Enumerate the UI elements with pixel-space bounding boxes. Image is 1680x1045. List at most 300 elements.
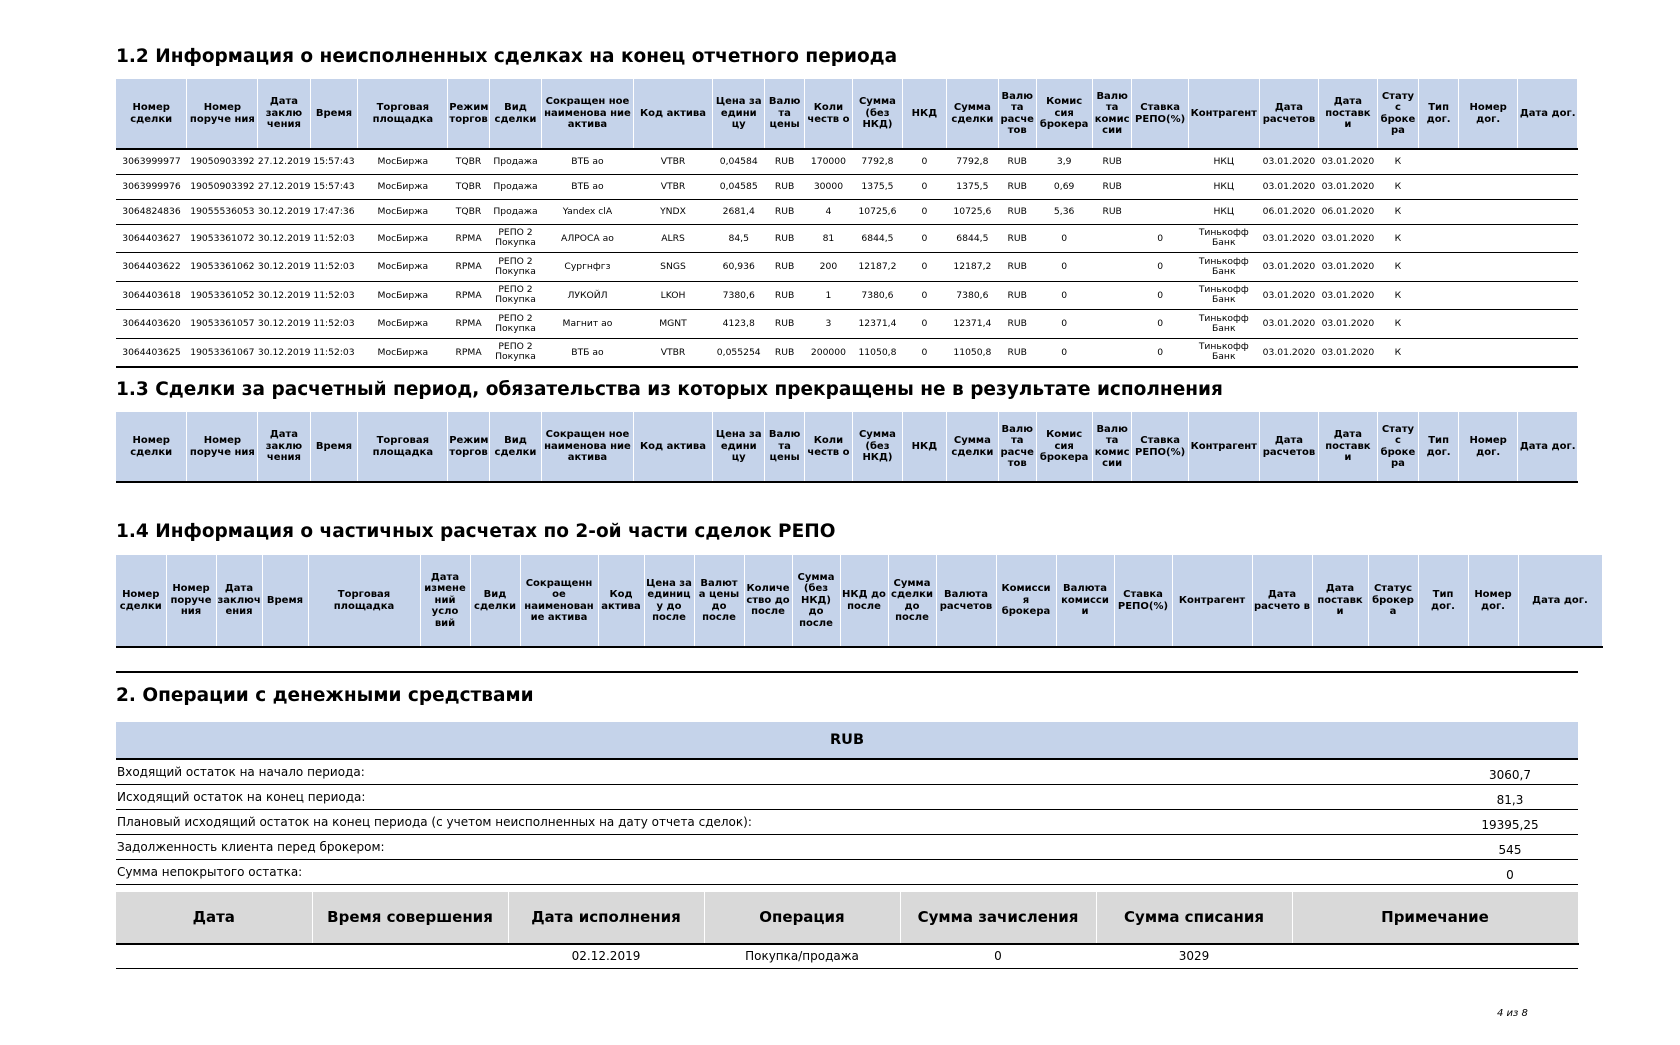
table-cell: 12371,4 bbox=[852, 310, 902, 339]
table-cell: 30.12.2019 bbox=[258, 199, 310, 224]
table-cell: RUB bbox=[998, 253, 1036, 282]
table-cell bbox=[1419, 310, 1459, 339]
table-cell: РЕПО 2 Покупка bbox=[489, 338, 541, 367]
table-cell: RUB bbox=[998, 224, 1036, 253]
table-cell: МосБиржа bbox=[358, 281, 448, 310]
table-cell bbox=[1518, 310, 1578, 339]
table-cell: МосБиржа bbox=[358, 338, 448, 367]
table-cell: 11:52:03 bbox=[310, 253, 358, 282]
table-cell: 12371,4 bbox=[946, 310, 998, 339]
table-cell: НКЦ bbox=[1188, 174, 1259, 199]
col-header: Ставка РЕПО(%) bbox=[1132, 79, 1188, 149]
col-header: Валю та комис сии bbox=[1092, 79, 1132, 149]
table-cell: RPMA bbox=[448, 338, 490, 367]
table-cell: VTBR bbox=[633, 149, 712, 174]
col-header: Сумма (без НКД) bbox=[852, 79, 902, 149]
table-cell: 06.01.2020 bbox=[1319, 199, 1377, 224]
table-cell: ВТБ ао bbox=[542, 338, 634, 367]
table-cell: 19050903392 bbox=[187, 174, 258, 199]
col-header: Дата расчетов bbox=[1259, 79, 1318, 149]
table-cell: RUB bbox=[765, 224, 805, 253]
table-cell: 0 bbox=[1036, 338, 1092, 367]
col-header: Статус брокер а bbox=[1368, 555, 1418, 647]
table-cell bbox=[1132, 199, 1188, 224]
table-row bbox=[116, 253, 1578, 282]
table-cell: Yandex clA bbox=[542, 199, 634, 224]
table-cell: 0 bbox=[902, 310, 946, 339]
col-header: Стату с броке ра bbox=[1377, 412, 1419, 482]
table-cell: ЛУКОЙЛ bbox=[542, 281, 634, 310]
table-cell: 15:57:43 bbox=[310, 174, 358, 199]
ops-header: Примечание bbox=[1292, 892, 1578, 944]
table-cell: 03.01.2020 bbox=[1319, 174, 1377, 199]
table-row bbox=[116, 281, 1578, 310]
col-header: Количе ство до после bbox=[744, 555, 792, 647]
ops-header: Дата bbox=[116, 892, 312, 944]
table-cell: 19053361067 bbox=[187, 338, 258, 367]
table-cell: 170000 bbox=[804, 149, 852, 174]
table-cell: 19053361057 bbox=[187, 310, 258, 339]
col-header: Дата поставк и bbox=[1312, 555, 1368, 647]
table-cell: 84,5 bbox=[713, 224, 765, 253]
col-header: Номер поруче ния bbox=[166, 555, 216, 647]
table-cell: НКЦ bbox=[1188, 149, 1259, 174]
table-cell: 3063999977 bbox=[116, 149, 187, 174]
table-cell: 03.01.2020 bbox=[1259, 281, 1318, 310]
balance-row bbox=[116, 835, 1578, 860]
repo-partial-settlements-table bbox=[116, 555, 1603, 648]
table-cell: RUB bbox=[998, 149, 1036, 174]
table-cell: RUB bbox=[765, 338, 805, 367]
col-header: Комис сия брокера bbox=[1036, 79, 1092, 149]
table-cell: 0,055254 bbox=[713, 338, 765, 367]
ops-header: Операция bbox=[704, 892, 900, 944]
table-cell bbox=[1458, 199, 1517, 224]
table-cell: 03.01.2020 bbox=[1259, 253, 1318, 282]
col-header: Валю та комис сии bbox=[1092, 412, 1132, 482]
table-cell bbox=[1518, 224, 1578, 253]
table-cell bbox=[1458, 281, 1517, 310]
col-header: Дата расчето в bbox=[1252, 555, 1312, 647]
col-header: НКД bbox=[902, 79, 946, 149]
table-cell: АЛРОСА ао bbox=[542, 224, 634, 253]
table-cell: 0 bbox=[902, 281, 946, 310]
table-cell: 0 bbox=[1036, 224, 1092, 253]
table-cell bbox=[1518, 253, 1578, 282]
table-cell: RUB bbox=[998, 199, 1036, 224]
col-header: Дата заключ ения bbox=[216, 555, 262, 647]
col-header: Дата заклю чения bbox=[258, 79, 310, 149]
table-cell: Тинькофф Банк bbox=[1188, 253, 1259, 282]
balance-label: Входящий остаток на начало периода: bbox=[117, 765, 365, 779]
ops-header: Дата исполнения bbox=[508, 892, 704, 944]
table-cell: RPMA bbox=[448, 281, 490, 310]
table-cell: ВТБ ао bbox=[542, 149, 634, 174]
table-cell: SNGS bbox=[633, 253, 712, 282]
table-cell bbox=[1092, 310, 1132, 339]
table-cell: TQBR bbox=[448, 174, 490, 199]
col-header: Цена за единиц у до после bbox=[644, 555, 694, 647]
table-cell bbox=[1092, 281, 1132, 310]
col-header: Дата дог. bbox=[1518, 555, 1602, 647]
section-1-2-title: 1.2 Информация о неисполненных сделках на конец отчетного периода bbox=[116, 46, 898, 67]
table-row bbox=[116, 310, 1578, 339]
cash-operations-table bbox=[116, 892, 1579, 969]
col-header: Дата поставк и bbox=[1319, 412, 1377, 482]
table-cell: 0 bbox=[1036, 310, 1092, 339]
col-header: Валю та цены bbox=[765, 412, 805, 482]
table-cell: 0 bbox=[902, 224, 946, 253]
table-row bbox=[116, 944, 1578, 968]
table-cell bbox=[1458, 338, 1517, 367]
col-header: Режим торгов bbox=[448, 79, 490, 149]
table-cell: 81 bbox=[804, 224, 852, 253]
table-cell: 03.01.2020 bbox=[1259, 224, 1318, 253]
balance-value: 3060,7 bbox=[1489, 768, 1531, 782]
table-cell: 30.12.2019 bbox=[258, 338, 310, 367]
table-cell: К bbox=[1377, 224, 1419, 253]
table-cell: Тинькофф Банк bbox=[1188, 224, 1259, 253]
table-cell: YNDX bbox=[633, 199, 712, 224]
col-header: Торговая площадка bbox=[308, 555, 420, 647]
col-header: Сокращен ное наименова ние актива bbox=[542, 412, 634, 482]
col-header: Стату с броке ра bbox=[1377, 79, 1419, 149]
balance-value: 19395,25 bbox=[1481, 818, 1539, 832]
table-cell: LKOH bbox=[633, 281, 712, 310]
table-cell: 0 bbox=[1132, 338, 1188, 367]
table-row bbox=[116, 174, 1578, 199]
page-number: 4 из 8 bbox=[1497, 1008, 1528, 1019]
table-cell: 30000 bbox=[804, 174, 852, 199]
table-cell: 3064403618 bbox=[116, 281, 187, 310]
table-cell bbox=[1132, 174, 1188, 199]
table-cell: 0,04585 bbox=[713, 174, 765, 199]
section-1-4-title: 1.4 Информация о частичных расчетах по 2-ой части сделок РЕПО bbox=[116, 521, 836, 542]
ops-header: Время совершения bbox=[312, 892, 508, 944]
unexecuted-deals-table bbox=[116, 79, 1578, 368]
table-cell bbox=[1092, 338, 1132, 367]
col-header: Номер сделки bbox=[116, 412, 187, 482]
col-header: Тип дог. bbox=[1418, 555, 1468, 647]
table-cell: Продажа bbox=[489, 149, 541, 174]
table-cell: 1375,5 bbox=[946, 174, 998, 199]
balance-row bbox=[116, 760, 1578, 785]
table-cell: 03.01.2020 bbox=[1319, 149, 1377, 174]
col-header: Контрагент bbox=[1172, 555, 1252, 647]
table-cell: 12187,2 bbox=[946, 253, 998, 282]
table-cell: К bbox=[1377, 310, 1419, 339]
col-header: Вид сделки bbox=[489, 79, 541, 149]
col-header: Дата дог. bbox=[1518, 412, 1578, 482]
table-cell: RUB bbox=[765, 253, 805, 282]
table-cell: 7792,8 bbox=[946, 149, 998, 174]
table-cell: НКЦ bbox=[1188, 199, 1259, 224]
table-cell: 15:57:43 bbox=[310, 149, 358, 174]
table-cell bbox=[1458, 174, 1517, 199]
table-cell: ВТБ ао bbox=[542, 174, 634, 199]
table-cell: RUB bbox=[998, 338, 1036, 367]
table-cell: 11050,8 bbox=[946, 338, 998, 367]
table-cell: 19055536053 bbox=[187, 199, 258, 224]
table-cell: 3064824836 bbox=[116, 199, 187, 224]
table-cell: 02.12.2019 bbox=[508, 944, 704, 968]
table-cell: 0 bbox=[1132, 253, 1188, 282]
table-cell: МосБиржа bbox=[358, 224, 448, 253]
table-cell: 03.01.2020 bbox=[1259, 310, 1318, 339]
table-cell bbox=[312, 944, 508, 968]
table-cell: 03.01.2020 bbox=[1259, 149, 1318, 174]
table-cell bbox=[1518, 199, 1578, 224]
table-cell: 1 bbox=[804, 281, 852, 310]
table-cell: RPMA bbox=[448, 224, 490, 253]
table-cell: 0,04584 bbox=[713, 149, 765, 174]
table-cell bbox=[1092, 253, 1132, 282]
table-cell: 5,36 bbox=[1036, 199, 1092, 224]
col-header: Тип дог. bbox=[1419, 412, 1459, 482]
table-cell: 0 bbox=[902, 253, 946, 282]
table-cell: 0,69 bbox=[1036, 174, 1092, 199]
col-header: Торговая площадка bbox=[358, 79, 448, 149]
table-cell: 06.01.2020 bbox=[1259, 199, 1318, 224]
table-cell: 30.12.2019 bbox=[258, 253, 310, 282]
table-cell: 2681,4 bbox=[713, 199, 765, 224]
table-cell: 12187,2 bbox=[852, 253, 902, 282]
table-cell: 200000 bbox=[804, 338, 852, 367]
table-cell: 30.12.2019 bbox=[258, 310, 310, 339]
ops-header: Сумма списания bbox=[1096, 892, 1292, 944]
col-header: Дата заклю чения bbox=[258, 412, 310, 482]
table-cell: RUB bbox=[765, 149, 805, 174]
col-header: Контрагент bbox=[1188, 412, 1259, 482]
col-header: Сумма сделки до после bbox=[888, 555, 936, 647]
table-cell: РЕПО 2 Покупка bbox=[489, 281, 541, 310]
balance-label: Сумма непокрытого остатка: bbox=[117, 865, 303, 879]
col-header: Время bbox=[310, 79, 358, 149]
table-cell: RUB bbox=[998, 281, 1036, 310]
table-cell: 11:52:03 bbox=[310, 310, 358, 339]
table-cell bbox=[1292, 944, 1578, 968]
table-row bbox=[116, 224, 1578, 253]
table-cell bbox=[1518, 338, 1578, 367]
table-cell: МосБиржа bbox=[358, 199, 448, 224]
balance-label: Плановый исходящий остаток на конец периода (с учетом неисполненных на дату отчета сделок): bbox=[117, 815, 752, 829]
table-cell: 200 bbox=[804, 253, 852, 282]
table-cell: 10725,6 bbox=[946, 199, 998, 224]
col-header: Дата дог. bbox=[1518, 79, 1578, 149]
col-header: Валю та расче тов bbox=[998, 412, 1036, 482]
table-cell: Покупка/продажа bbox=[704, 944, 900, 968]
table-cell: 11050,8 bbox=[852, 338, 902, 367]
section-2-title: 2. Операции с денежными средствами bbox=[116, 685, 534, 706]
col-header: Валюта расчетов bbox=[936, 555, 996, 647]
table-cell bbox=[1132, 149, 1188, 174]
col-header: Контрагент bbox=[1188, 79, 1259, 149]
terminated-deals-table bbox=[116, 412, 1578, 483]
col-header: Комис сия брокера bbox=[1036, 412, 1092, 482]
table-cell bbox=[1458, 149, 1517, 174]
table-cell: RPMA bbox=[448, 310, 490, 339]
table-cell: 0 bbox=[902, 338, 946, 367]
table-cell: VTBR bbox=[633, 174, 712, 199]
table-cell: RUB bbox=[765, 310, 805, 339]
table-cell bbox=[1458, 310, 1517, 339]
table-cell: 03.01.2020 bbox=[1319, 281, 1377, 310]
table-cell: RUB bbox=[998, 174, 1036, 199]
table-cell: 4 bbox=[804, 199, 852, 224]
table-cell bbox=[1518, 174, 1578, 199]
col-header: Валю та цены bbox=[765, 79, 805, 149]
table-row bbox=[116, 338, 1578, 367]
table-cell: 10725,6 bbox=[852, 199, 902, 224]
table-cell: К bbox=[1377, 281, 1419, 310]
table-cell: 19053361062 bbox=[187, 253, 258, 282]
table-cell bbox=[1419, 174, 1459, 199]
col-header: Вид сделки bbox=[489, 412, 541, 482]
col-header: Режим торгов bbox=[448, 412, 490, 482]
table-cell bbox=[1419, 281, 1459, 310]
col-header: НКД до после bbox=[840, 555, 888, 647]
table-cell: МосБиржа bbox=[358, 310, 448, 339]
col-header: Сумма (без НКД) bbox=[852, 412, 902, 482]
table-cell: RUB bbox=[1092, 174, 1132, 199]
col-header: Вид сделки bbox=[470, 555, 520, 647]
col-header: Валю та расче тов bbox=[998, 79, 1036, 149]
table-cell: РЕПО 2 Покупка bbox=[489, 224, 541, 253]
col-header: Сумма сделки bbox=[946, 412, 998, 482]
table-cell: 03.01.2020 bbox=[1319, 253, 1377, 282]
table-cell: TQBR bbox=[448, 149, 490, 174]
col-header: Валюта комисси и bbox=[1056, 555, 1114, 647]
col-header: Цена за едини цу bbox=[713, 79, 765, 149]
table-cell: 3064403620 bbox=[116, 310, 187, 339]
col-header: Цена за едини цу bbox=[713, 412, 765, 482]
table-cell bbox=[1458, 224, 1517, 253]
section-1-3-title: 1.3 Сделки за расчетный период, обязательства из которых прекращены не в результате исполнения bbox=[116, 379, 1223, 400]
table-cell: Тинькофф Банк bbox=[1188, 338, 1259, 367]
table-cell: 19053361052 bbox=[187, 281, 258, 310]
table-cell: 03.01.2020 bbox=[1259, 174, 1318, 199]
table-cell: Продажа bbox=[489, 174, 541, 199]
col-header: Номер дог. bbox=[1458, 412, 1517, 482]
table-cell: 6844,5 bbox=[852, 224, 902, 253]
table-cell: RUB bbox=[765, 199, 805, 224]
balance-value: 81,3 bbox=[1496, 793, 1524, 807]
table-cell: РЕПО 2 Покупка bbox=[489, 310, 541, 339]
table-cell: 03.01.2020 bbox=[1319, 224, 1377, 253]
table-cell: 0 bbox=[1036, 281, 1092, 310]
table-cell bbox=[1419, 253, 1459, 282]
table-cell bbox=[1419, 149, 1459, 174]
table-cell: 19053361072 bbox=[187, 224, 258, 253]
table-cell: 7380,6 bbox=[713, 281, 765, 310]
table-cell: 6844,5 bbox=[946, 224, 998, 253]
table-cell: 30.12.2019 bbox=[258, 281, 310, 310]
col-header: Код актива bbox=[598, 555, 644, 647]
table-cell: 7380,6 bbox=[946, 281, 998, 310]
table-cell: К bbox=[1377, 338, 1419, 367]
col-header: Ставка РЕПО(%) bbox=[1132, 412, 1188, 482]
table-cell: 0 bbox=[902, 174, 946, 199]
col-header: Сокращен ное наименова ние актива bbox=[542, 79, 634, 149]
table-cell: 3063999976 bbox=[116, 174, 187, 199]
table-cell: 30.12.2019 bbox=[258, 224, 310, 253]
table-cell: К bbox=[1377, 149, 1419, 174]
col-header: Сокращенн ое наименован ие актива bbox=[520, 555, 598, 647]
table-cell: К bbox=[1377, 174, 1419, 199]
balance-row bbox=[116, 785, 1578, 810]
table-cell: 0 bbox=[1036, 253, 1092, 282]
balance-value: 0 bbox=[1506, 868, 1514, 882]
table-cell bbox=[1458, 253, 1517, 282]
table-cell: Сургнфгз bbox=[542, 253, 634, 282]
table-cell: RUB bbox=[1092, 199, 1132, 224]
table-cell: 0 bbox=[902, 199, 946, 224]
table-row bbox=[116, 149, 1578, 174]
col-header: Дата измене ний усло вий bbox=[420, 555, 470, 647]
currency-header: RUB bbox=[116, 722, 1578, 760]
table-cell bbox=[1518, 281, 1578, 310]
table-cell: МосБиржа bbox=[358, 253, 448, 282]
table-cell: VTBR bbox=[633, 338, 712, 367]
table-cell: Тинькофф Банк bbox=[1188, 281, 1259, 310]
table-cell: 3064403627 bbox=[116, 224, 187, 253]
col-header: Комисси я брокера bbox=[996, 555, 1056, 647]
table-cell: 7792,8 bbox=[852, 149, 902, 174]
col-header: Номер поруче ния bbox=[187, 412, 258, 482]
table-cell: 03.01.2020 bbox=[1319, 310, 1377, 339]
table-cell: 17:47:36 bbox=[310, 199, 358, 224]
col-header: Номер сделки bbox=[116, 555, 166, 647]
table-cell bbox=[1419, 199, 1459, 224]
col-header: Валют а цены до после bbox=[694, 555, 744, 647]
table-cell: 3064403625 bbox=[116, 338, 187, 367]
table-cell bbox=[1092, 224, 1132, 253]
table-cell: RUB bbox=[1092, 149, 1132, 174]
table-cell: 11:52:03 bbox=[310, 281, 358, 310]
col-header: Сумма (без НКД) до после bbox=[792, 555, 840, 647]
table-cell bbox=[116, 944, 312, 968]
table-cell: К bbox=[1377, 253, 1419, 282]
table-cell: Продажа bbox=[489, 199, 541, 224]
col-header: Номер поруче ния bbox=[187, 79, 258, 149]
table-cell: МосБиржа bbox=[358, 149, 448, 174]
table-cell: 4123,8 bbox=[713, 310, 765, 339]
table-row bbox=[116, 199, 1578, 224]
col-header: Дата поставк и bbox=[1319, 79, 1377, 149]
table-cell: 3 bbox=[804, 310, 852, 339]
table-cell: 1375,5 bbox=[852, 174, 902, 199]
table-cell: 03.01.2020 bbox=[1319, 338, 1377, 367]
table-cell: 27.12.2019 bbox=[258, 149, 310, 174]
table-cell: 3,9 bbox=[1036, 149, 1092, 174]
table-cell bbox=[1419, 224, 1459, 253]
col-header: Тип дог. bbox=[1419, 79, 1459, 149]
col-header: Номер дог. bbox=[1468, 555, 1518, 647]
table-cell: Магнит ао bbox=[542, 310, 634, 339]
table-cell: РЕПО 2 Покупка bbox=[489, 253, 541, 282]
balance-label: Исходящий остаток на конец периода: bbox=[117, 790, 366, 804]
col-header: Номер дог. bbox=[1458, 79, 1517, 149]
col-header: Номер сделки bbox=[116, 79, 187, 149]
table-cell: 7380,6 bbox=[852, 281, 902, 310]
balance-value: 545 bbox=[1498, 843, 1522, 857]
table-cell: 0 bbox=[1132, 310, 1188, 339]
table-cell: RUB bbox=[765, 281, 805, 310]
divider bbox=[116, 671, 1578, 673]
table-cell: ALRS bbox=[633, 224, 712, 253]
table-cell bbox=[1518, 149, 1578, 174]
col-header: Дата расчетов bbox=[1259, 412, 1318, 482]
